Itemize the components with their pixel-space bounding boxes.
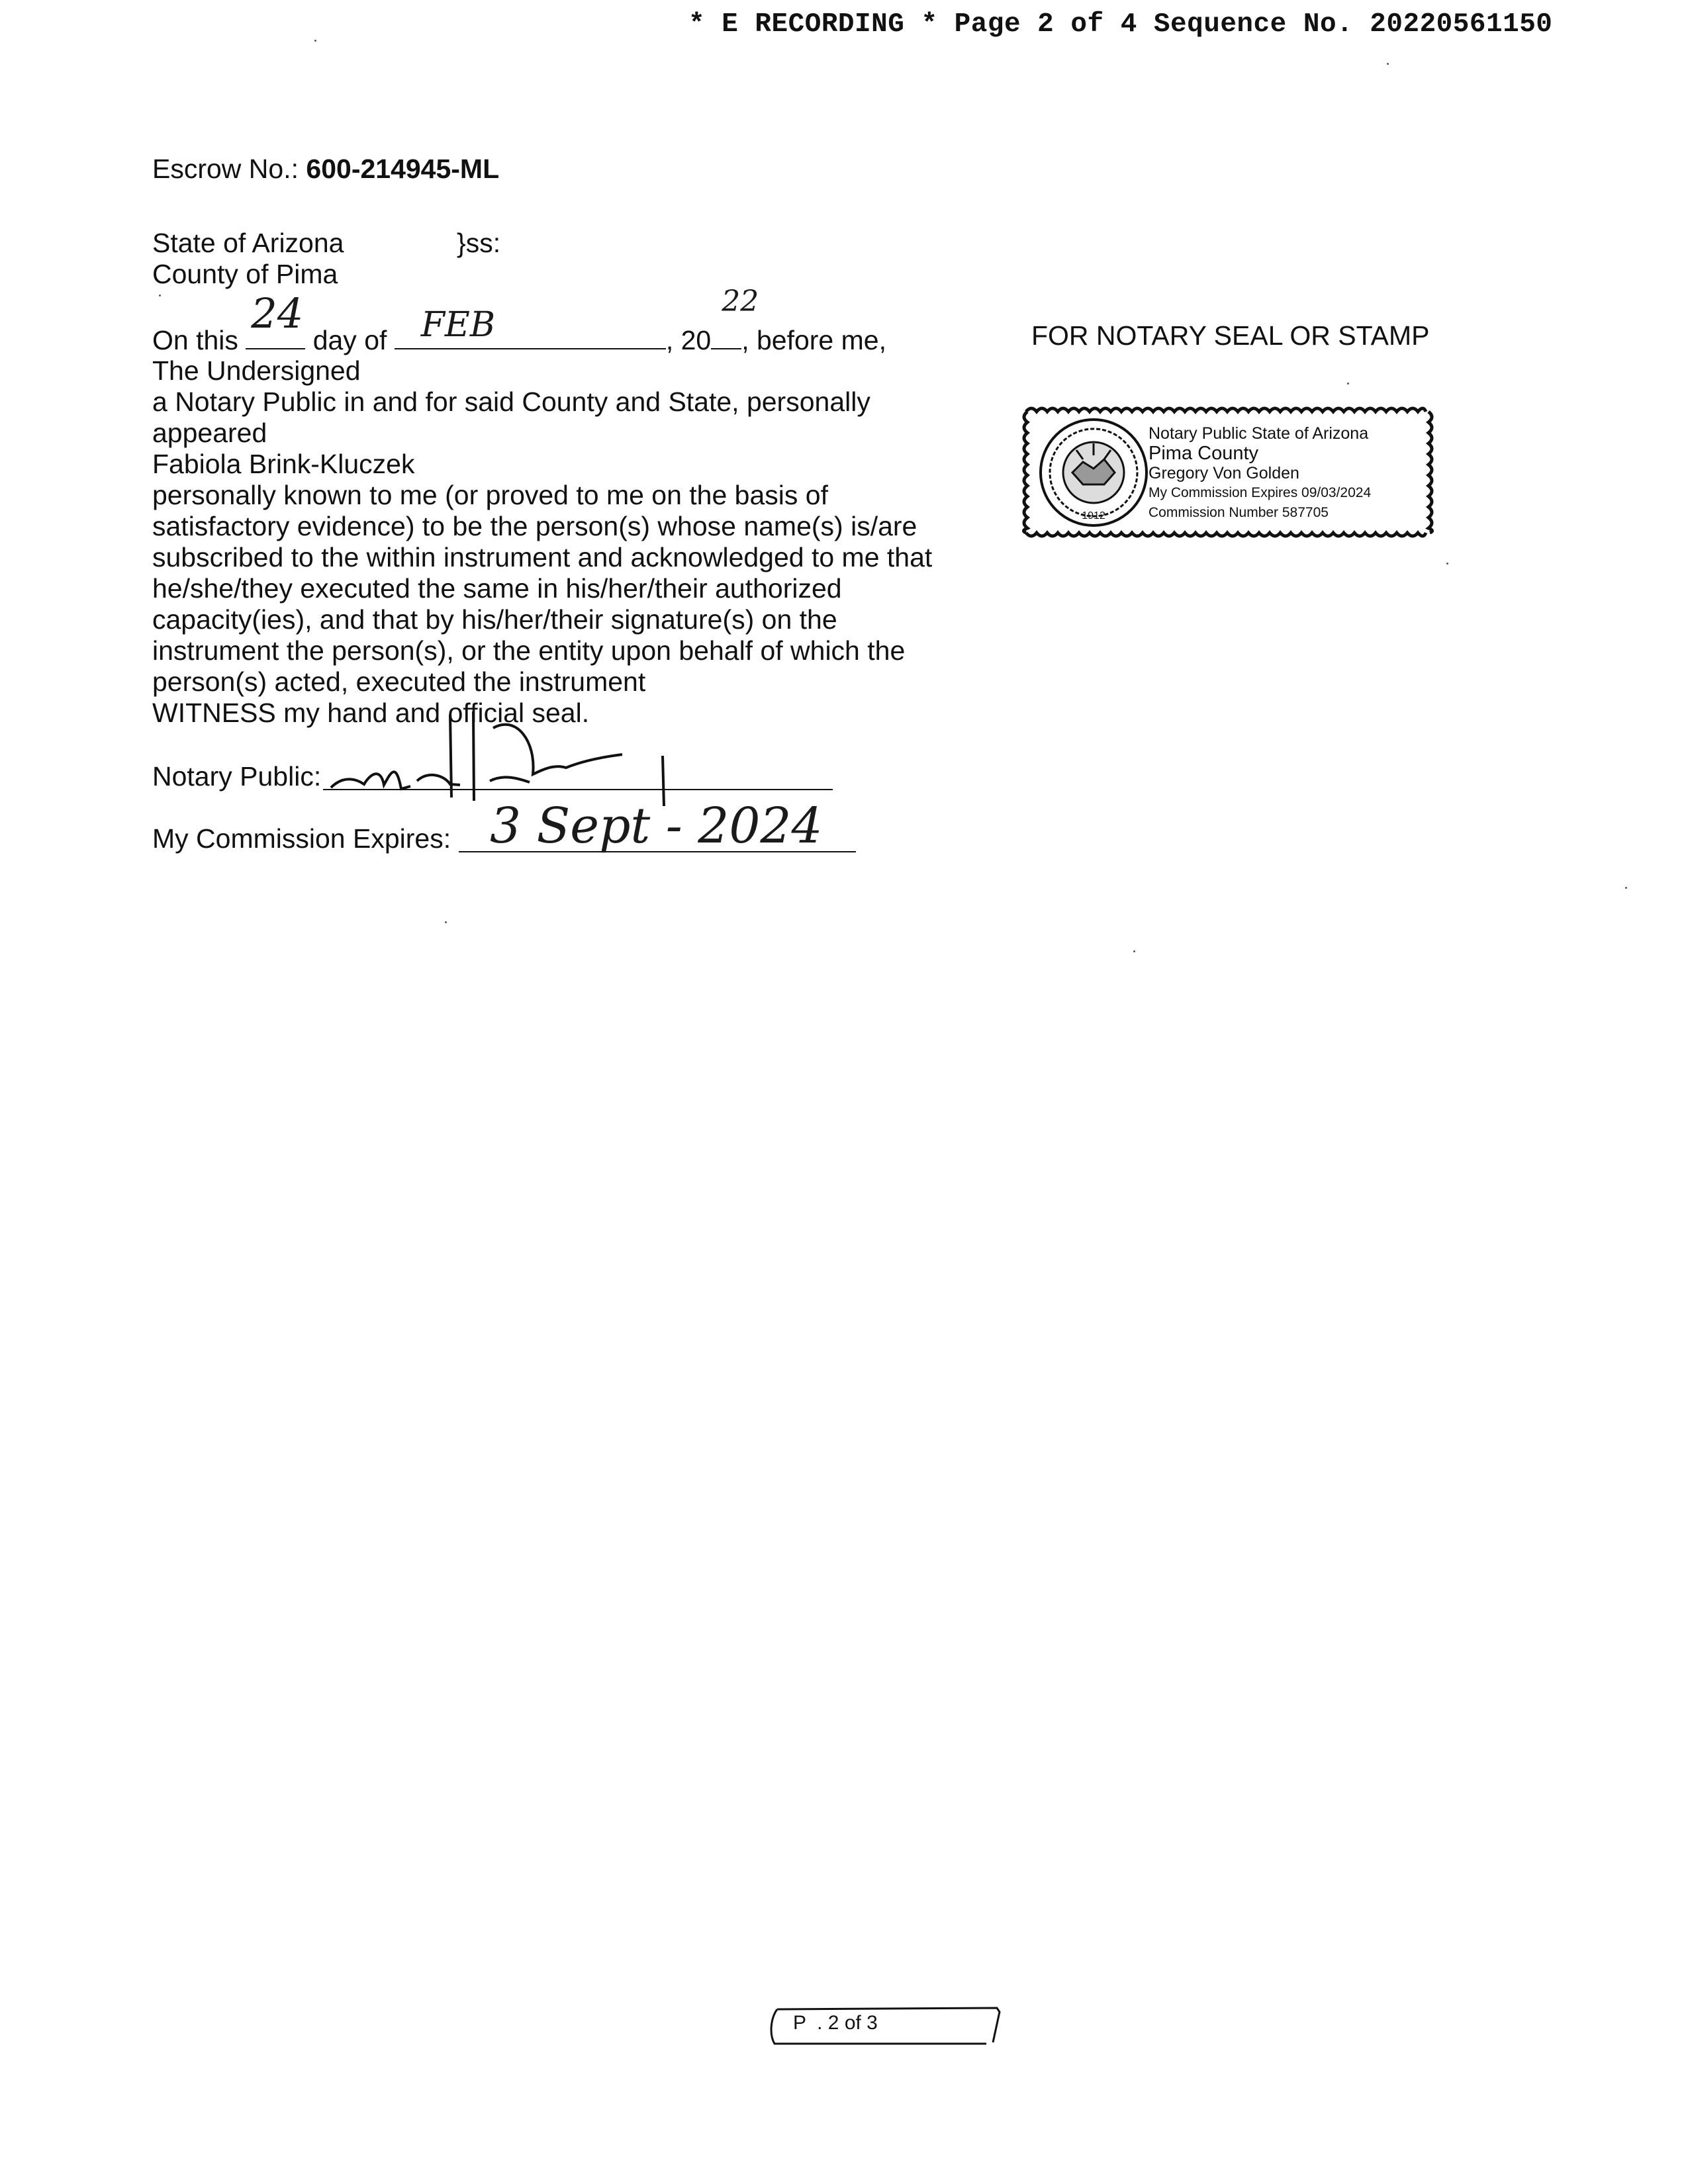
venue-ss: }ss:: [457, 228, 501, 258]
scan-speck: [159, 295, 161, 296]
escrow-number: 600-214945-ML: [306, 154, 500, 184]
scan-speck: [1387, 63, 1389, 65]
venue-county: County of Pima: [152, 259, 338, 289]
ack-line: appeared: [152, 418, 267, 448]
month-handwritten: FEB: [420, 305, 496, 345]
ack-line: a Notary Public in and for said County and State, personally: [152, 387, 870, 417]
scan-speck: [1446, 563, 1448, 565]
ack-line: personally known to me (or proved to me on the basis of: [152, 480, 828, 510]
stamp-text-block: [1149, 424, 1371, 523]
escrow-line: [152, 154, 499, 185]
notary-public-label: Notary Public:: [152, 761, 322, 792]
day-blank: [246, 289, 305, 349]
ack-line: instrument the person(s), or the entity upon behalf of which the: [152, 635, 906, 666]
on-this-line: [152, 285, 886, 356]
recording-header: * E RECORDING * Page 2 of 4 Sequence No. 20220561150: [688, 9, 1553, 40]
escrow-label: Escrow No.:: [152, 154, 299, 184]
year-handwritten: 22: [722, 285, 759, 318]
notary-signature: [318, 702, 688, 807]
ack-line: person(s) acted, executed the instrument: [152, 666, 646, 697]
stamp-line-county: Pima County: [1149, 443, 1259, 464]
on-this-label: On this: [152, 325, 238, 355]
ack-line: subscribed to the within instrument and acknowledged to me that: [152, 542, 933, 572]
footer-page-stamp: P . 2 of 3: [793, 2012, 878, 2034]
month-blank: [395, 305, 666, 349]
commission-expires-label: My Commission Expires:: [152, 823, 451, 854]
scan-speck: [445, 921, 447, 923]
ack-line: satisfactory evidence) to be the person(s) whose name(s) is/are: [152, 511, 917, 541]
stamp-line-expires: My Commission Expires 09/03/2024: [1149, 485, 1372, 500]
ack-line: he/she/they executed the same in his/her/their authorized: [152, 573, 842, 604]
year-blank: [711, 285, 759, 349]
before-me-label: , before me,: [741, 325, 886, 355]
scan-speck: [1625, 887, 1627, 889]
ack-line: capacity(ies), and that by his/her/their signature(s) on the: [152, 604, 837, 635]
venue-state: State of Arizona: [152, 228, 344, 258]
year-prefix: , 20: [665, 325, 712, 355]
stamp-line-number: Commission Number 587705: [1149, 505, 1329, 520]
commission-handwritten: 3 Sept - 2024: [490, 797, 823, 854]
scan-speck: [1133, 950, 1135, 952]
scan-speck: [314, 40, 316, 42]
appearing-party: Fabiola Brink-Kluczek: [152, 449, 415, 479]
officer-name: The Undersigned: [152, 355, 361, 386]
stamp-line-name: Gregory Von Golden: [1149, 464, 1299, 482]
seal-area-title: FOR NOTARY SEAL OR STAMP: [1031, 320, 1430, 351]
stamp-line-title: Notary Public State of Arizona: [1149, 424, 1369, 443]
seal-year: 1912: [1082, 510, 1105, 522]
scan-speck: [1347, 383, 1349, 385]
day-of-label: day of: [312, 325, 387, 355]
witness-line: WITNESS my hand and official seal.: [152, 698, 590, 728]
day-handwritten: 24: [251, 289, 304, 338]
